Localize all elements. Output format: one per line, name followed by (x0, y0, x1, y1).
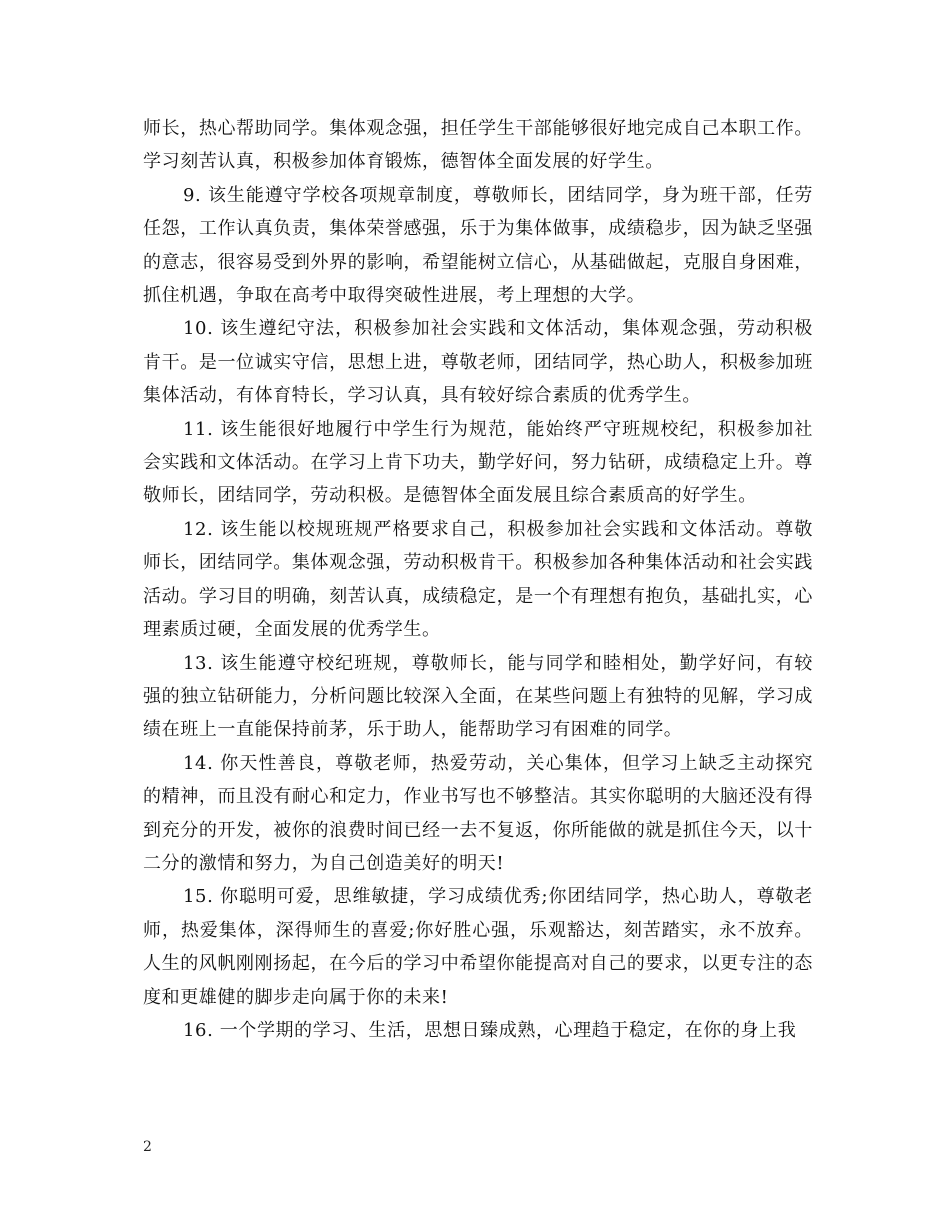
paragraph-item-12: 12. 该生能以校规班规严格要求自己，积极参加社会实践和文体活动。尊敬师长，团结同学。集体观念强，劳动积极肯干。积极参加各种集体活动和社会实践活动。学习目的明确，刻苦认真，成绩稳定，是一个有理想有抱负，基础扎实，心理素质过硬，全面发展的优秀学生。 (143, 518, 813, 641)
paragraph-item-15: 15. 你聪明可爱，思维敏捷，学习成绩优秀;你团结同学，热心助人，尊敬老师，热爱集体，深得师生的喜爱;你好胜心强，乐观豁达，刻苦踏实，永不放弃。人生的风帆刚刚扬起，在今后的学习中希望你能提高对自己的要求，以更专注的态度和更雄健的脚步走向属于你的未来! (143, 886, 813, 1008)
paragraph-item-9: 9. 该生能遵守学校各项规章制度，尊敬师长，团结同学，身为班干部，任劳任怨，工作认真负责，集体荣誉感强，乐于为集体做事，成绩稳步，因为缺乏坚强的意志，很容易受到外界的影响，希望能树立信心，从基础做起，克服自身困难，抓住机遇，争取在高考中取得突破性进展，考上理想的大学。 (143, 184, 813, 307)
page-number: 2 (143, 1139, 152, 1155)
document-body (143, 112, 813, 1047)
paragraph-item-13: 13. 该生能遵守校纪班规，尊敬师长，能与同学和睦相处，勤学好问，有较强的独立钻研能力，分析问题比较深入全面，在某些问题上有独特的见解，学习成绩在班上一直能保持前茅，乐于助人，能帮助学习有困难的同学。 (143, 652, 813, 741)
paragraph-item-14: 14. 你天性善良，尊敬老师，热爱劳动，关心集体，但学习上缺乏主动探究的精神，而且没有耐心和定力，作业书写也不够整洁。其实你聪明的大脑还没有得到充分的开发，被你的浪费时间已经一去不复返，你所能做的就是抓住今天，以十二分的激情和努力，为自己创造美好的明天! (143, 752, 813, 874)
paragraph-item-16: 16. 一个学期的学习、生活，思想日臻成熟，心理趋于稳定，在你的身上我 (183, 1019, 797, 1041)
paragraph-item-10: 10. 该生遵纪守法，积极参加社会实践和文体活动，集体观念强，劳动积极肯干。是一位诚实守信，思想上进，尊敬老师，团结同学，热心助人，积极参加班集体活动，有体育特长，学习认真，具有较好综合素质的优秀学生。 (143, 318, 813, 407)
paragraph-item-11: 11. 该生能很好地履行中学生行为规范，能始终严守班规校纪，积极参加社会实践和文体活动。在学习上肯下功夫，勤学好问，努力钻研，成绩稳定上升。尊敬师长，团结同学，劳动积极。是德智体全面发展且综合素质高的好学生。 (143, 418, 813, 507)
paragraph-continuation: 师长，热心帮助同学。集体观念强，担任学生干部能够很好地完成自己本职工作。学习刻苦认真，积极参加体育锻炼，德智体全面发展的好学生。 (143, 118, 813, 173)
